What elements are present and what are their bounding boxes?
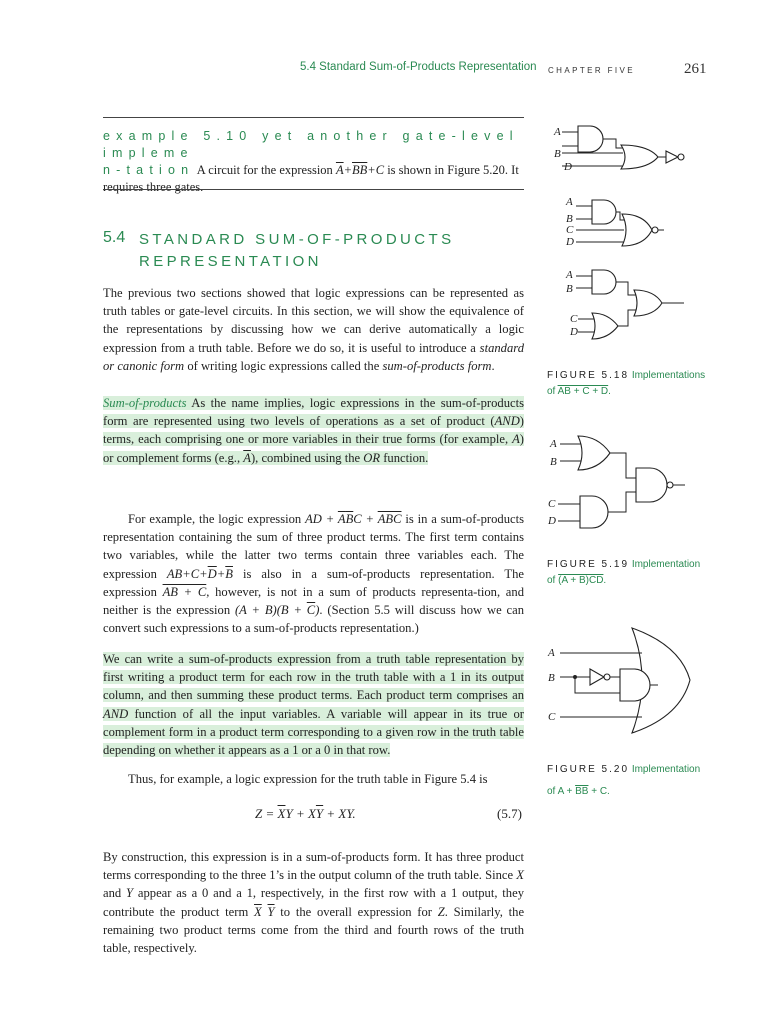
figure-5-19-text: Implementation bbox=[631, 559, 701, 570]
p4-and: and bbox=[103, 886, 122, 901]
input-d-label: D bbox=[566, 236, 574, 248]
input-a-label: A bbox=[548, 647, 555, 659]
and-gate bbox=[578, 126, 603, 152]
p2-expr-1: AD + $\overline{A}\overline{B}C + \overline{ABC}$ bbox=[305, 512, 402, 526]
figure-5-18-circuits bbox=[548, 120, 698, 350]
input-c-label: C bbox=[570, 313, 578, 325]
p2-expr-2: $AB+C+\overline{D}+\overline{B}$ bbox=[166, 566, 233, 581]
figure-5-18-expr: AB + C + D bbox=[557, 386, 609, 397]
equation-5-7 bbox=[255, 806, 356, 822]
and-gate bbox=[592, 270, 616, 294]
figure-5-19-caption bbox=[547, 557, 717, 589]
input-a-label: A bbox=[554, 126, 561, 138]
definition-text-4: ), combined using the bbox=[250, 450, 361, 465]
p4-y: Y bbox=[126, 886, 134, 901]
p2-text-4: however, is not in a sum of products representa-tion, and neither is the expression bbox=[103, 584, 524, 618]
definition-paragraph bbox=[103, 394, 524, 467]
example-label: example 5.10 yet another gate-level impleme bbox=[103, 129, 519, 160]
thus-paragraph: Thus, for example, a logic expression for the truth table in Figure 5.4 is bbox=[128, 772, 488, 786]
p2-text-1: For example, the logic expression bbox=[128, 512, 302, 526]
definition-text-5: function. bbox=[383, 450, 429, 465]
or-gate bbox=[592, 313, 618, 339]
example-expression: $\overline{A}+\overline{BB}+C$ bbox=[335, 163, 385, 177]
p2-text-3: is also in a sum-of-products representation. The expression bbox=[103, 566, 524, 599]
figure-5-20-caption bbox=[547, 762, 717, 800]
intro-paragraph bbox=[103, 284, 524, 375]
input-c-label: C bbox=[548, 711, 556, 723]
page-number: 261 bbox=[684, 61, 707, 77]
figure-5-20-of: of A + bbox=[547, 786, 576, 797]
running-head: 5.4 Standard Sum-of-Products Representation bbox=[300, 61, 537, 73]
example-paragraph bbox=[103, 510, 524, 637]
input-c-label: C bbox=[566, 224, 574, 236]
p4-text-1: By construction, this expression is in a sum-of-products form. It has three product terms corresponding to the three 1’s in the output column of the truth table. Since bbox=[103, 850, 524, 883]
input-c-label: C bbox=[548, 498, 556, 510]
equation-lhs: Z = bbox=[255, 806, 275, 821]
p2-expr-4: $(A + B)(B + \overline{C})$ bbox=[234, 603, 320, 618]
input-b-label: B bbox=[566, 213, 573, 225]
definition-var-a: A bbox=[512, 432, 520, 447]
figure-5-20-circuit bbox=[540, 625, 700, 735]
or-gate bbox=[578, 436, 610, 470]
inverter bbox=[590, 669, 604, 685]
truth-table-paragraph bbox=[103, 650, 524, 759]
example-label-cont: n-tation bbox=[103, 163, 195, 177]
definition-text: As the name implies, logic expressions in the sum-of-products form are represented using two levels of operations as a set of product ( bbox=[103, 396, 524, 429]
input-b-label: B bbox=[548, 672, 555, 684]
p4-z: Z bbox=[437, 904, 445, 919]
input-a-label: A bbox=[566, 196, 573, 208]
p4-term: $\overline{X}$ $\overline{Y}$ bbox=[254, 904, 275, 919]
example-text-post: is shown in Figure 5.20. It requires three gates. bbox=[103, 163, 519, 194]
input-d-label: D bbox=[548, 515, 556, 527]
circuit-3 bbox=[565, 269, 684, 339]
input-d-label: D bbox=[570, 326, 578, 338]
section-title: STANDARD SUM-OF-PRODUCTS REPRESENTATION bbox=[139, 231, 455, 270]
input-b-label: B bbox=[554, 148, 561, 160]
example-bottom-rule bbox=[103, 189, 524, 190]
figure-5-18-caption bbox=[547, 368, 717, 400]
definition-and: AND bbox=[494, 414, 520, 429]
figure-5-19-expr: (A + B)CD bbox=[558, 575, 604, 586]
p4-text-2: appear as a 0 and a 1, respectively, in the first row with a 1 output, they contribute the product term bbox=[103, 886, 524, 919]
p2-text-5: . (Section 5.5 will discuss how we can convert such expressions to a sum-of-products representation.) bbox=[103, 603, 524, 636]
example-box bbox=[103, 128, 524, 196]
input-a-label: A bbox=[550, 438, 557, 450]
tt-text-1: We can write a sum-of-products expression from a truth table representation by first writing a product term for each row in the truth table with a 1 in its output column, and then summing these product terms. Each product term comprises an bbox=[103, 652, 524, 703]
equation-number: (5.7) bbox=[497, 806, 522, 821]
intro-text: The previous two sections showed that logic expressions can be represented as truth tables or gate-level circuits. In this section, we will show the equivalence of the representations by discussing how we can derive automatically a logic expression from a truth table. Before we do so, it is useful to introduce a bbox=[103, 286, 524, 355]
figure-5-19-circuit bbox=[540, 428, 700, 538]
input-b-label: B bbox=[566, 283, 573, 295]
inverter bbox=[666, 151, 678, 163]
definition-term: Sum-of-products bbox=[103, 396, 187, 410]
figure-5-19-of: of bbox=[547, 575, 556, 586]
and-gate bbox=[620, 669, 650, 701]
example-text-pre: A circuit for the expression bbox=[196, 163, 333, 177]
section-number: 5.4 bbox=[103, 229, 126, 246]
definition-text-3: ) or complement forms (e.g., bbox=[103, 432, 524, 465]
construction-paragraph bbox=[103, 848, 524, 957]
definition-text-2: ) terms, each comprising one or more variables in their true forms (for example, bbox=[103, 414, 524, 447]
nor-gate bbox=[622, 214, 652, 246]
figure-5-18-end: . bbox=[608, 386, 611, 397]
figure-5-18-text: Implementations bbox=[631, 370, 706, 381]
equation-rhs: $\overline{X}Y + X\overline{Y}$ + XY. bbox=[277, 806, 356, 821]
intro-italic-2: sum-of-products form bbox=[382, 358, 492, 373]
and-gate bbox=[592, 200, 616, 224]
figure-5-20-label: FIGURE 5.20 bbox=[547, 764, 630, 775]
p4-text-4: . Similarly, the remaining two product terms come from the third and fourth rows of the truth table, respectively. bbox=[103, 904, 525, 956]
definition-var-a-bar: $\overline{A}$ bbox=[243, 450, 251, 465]
and-gate bbox=[580, 496, 608, 528]
or-gate bbox=[621, 145, 658, 169]
p4-text-3: to the overall expression for bbox=[280, 904, 432, 919]
figure-5-20-text: Implementation bbox=[631, 764, 701, 775]
tt-text-2: function of all the input variables. A variable will appear in its true or complement form in a product term corresponding to a given row in the truth table depending on whether it appears as a 1 or a 0 in that row. bbox=[103, 706, 524, 758]
p2-expr-3: AB + C, bbox=[162, 584, 210, 599]
circuit-1 bbox=[553, 126, 684, 173]
intro-italic: standard or canonic form bbox=[103, 340, 524, 373]
or-gate bbox=[634, 290, 662, 316]
nand-gate bbox=[636, 468, 667, 502]
chapter-label: CHAPTER FIVE bbox=[548, 66, 636, 75]
definition-or: OR bbox=[363, 450, 381, 465]
figure-5-20-expr: $\overline{BB}$ bbox=[575, 786, 589, 797]
p4-x: X bbox=[516, 868, 524, 883]
figure-5-19-label: FIGURE 5.19 bbox=[547, 559, 630, 570]
figure-5-20-end: + C. bbox=[588, 786, 610, 797]
input-d-label: D bbox=[564, 161, 572, 173]
input-a-label: A bbox=[566, 269, 573, 281]
figure-5-18-label: FIGURE 5.18 bbox=[547, 370, 630, 381]
figure-5-19-end: . bbox=[603, 575, 607, 586]
intro-end: . bbox=[491, 358, 495, 373]
circuit-2 bbox=[565, 196, 664, 248]
example-top-rule bbox=[103, 117, 524, 118]
figure-5-18-of: of bbox=[547, 386, 556, 397]
tt-and: AND bbox=[103, 706, 129, 721]
p2-text-2: is in a sum-of-products representation containing the sum of three product terms. The first term contains two variables, while the latter two terms contain three variables each. The expression bbox=[103, 512, 524, 581]
intro-text-2: of writing logic expressions called the bbox=[187, 358, 380, 373]
input-b-label: B bbox=[550, 456, 557, 468]
